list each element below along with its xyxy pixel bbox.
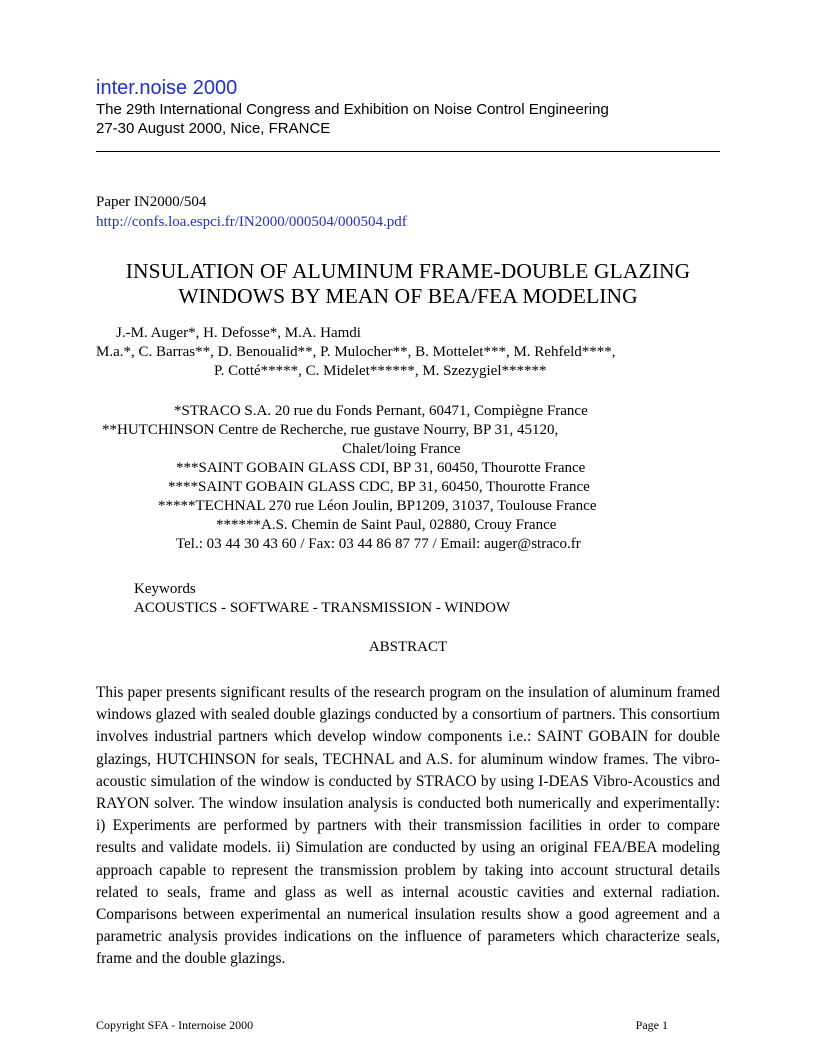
conference-header xyxy=(96,76,720,138)
conference-subtitle: The 29th International Congress and Exhibition on Noise Control Engineering xyxy=(96,101,609,118)
keywords-value: ACOUSTICS - SOFTWARE - TRANSMISSION - WINDOW xyxy=(134,600,511,616)
title-line-1: INSULATION OF ALUMINUM FRAME-DOUBLE GLAZING xyxy=(125,259,691,283)
contact-line: Tel.: 03 44 30 43 60 / Fax: 03 44 86 87 77 / Email: auger@straco.fr xyxy=(176,536,581,552)
paper-title xyxy=(96,259,720,309)
abstract-heading: ABSTRACT xyxy=(368,639,448,655)
title-line-2: WINDOWS BY MEAN OF BEA/FEA MODELING xyxy=(178,284,638,308)
paper-id: Paper IN2000/504 xyxy=(96,194,207,210)
conference-dates: 27-30 August 2000, Nice, FRANCE xyxy=(96,120,331,137)
footer-copyright: Copyright SFA - Internoise 2000 xyxy=(96,1018,254,1032)
author-line-1: J.-M. Auger*, H. Defosse*, M.A. Hamdi xyxy=(116,325,361,341)
affiliation-line: ******A.S. Chemin de Saint Paul, 02880, Crouy France xyxy=(216,517,557,533)
affiliation-line: *****TECHNAL 270 rue Léon Joulin, BP1209, 31037, Toulouse France xyxy=(158,498,597,514)
abstract-body: This paper presents significant results of the research program on the insulation of aluminum framed windows glazed with sealed double glazings conducted by a consortium of partners. This consortium involves industrial partners which develop window components i.e.: SAINT GOBAIN for double glazings, HUTCHINSON for seals, TECHNAL and A.S. for aluminum window frames. The vibro-acoustic simulation of the window is conducted by STRACO by using I-DEAS Vibro-Acoustics and RAYON solver. The window insulation analysis is conducted both numerically and experimentally: i) Experiments are performed by partners with their transmission facilities in order to compare results and validate models. ii) Simulation are conducted by using an original FEA/BEA modeling approach capable to represent the transmission problem by taking into account structural details related to seals, frame and glass as well as internal acoustic cavities and external radiation. Comparisons between experimental an numerical insulation results show a good agreement and a parametric analysis provides indications on the influence of parameters which characterize seals, frame and the double glazings. xyxy=(96,684,720,968)
conference-name: inter.noise 2000 xyxy=(96,77,238,99)
affiliation-list xyxy=(96,402,720,554)
author-line-2: M.a.*, C. Barras**, D. Benoualid**, P. Mulocher**, B. Mottelet***, M. Rehfeld****, xyxy=(96,344,616,360)
affiliation-line: ***SAINT GOBAIN GLASS CDI, BP 31, 60450, Thourotte France xyxy=(176,460,586,476)
header-divider xyxy=(96,151,720,152)
affiliation-line: ****SAINT GOBAIN GLASS CDC, BP 31, 60450, Thourotte France xyxy=(168,479,590,495)
footer-page-number: Page 1 xyxy=(635,1018,668,1032)
affiliation-line: Chalet/loing France xyxy=(342,441,461,457)
affiliation-line: **HUTCHINSON Centre de Recherche, rue gustave Nourry, BP 31, 45120, xyxy=(102,422,559,438)
paper-info xyxy=(96,192,407,232)
keywords-label: Keywords xyxy=(134,581,196,597)
affiliation-line: *STRACO S.A. 20 rue du Fonds Pernant, 60471, Compiègne France xyxy=(174,403,588,419)
keywords-section xyxy=(134,580,510,618)
page-footer xyxy=(96,1017,720,1033)
author-list xyxy=(96,324,720,381)
paper-url-link[interactable]: http://confs.loa.espci.fr/IN2000/000504/000504.pdf xyxy=(96,214,407,230)
author-line-3: P. Cotté*****, C. Midelet******, M. Szezygiel****** xyxy=(214,363,547,379)
